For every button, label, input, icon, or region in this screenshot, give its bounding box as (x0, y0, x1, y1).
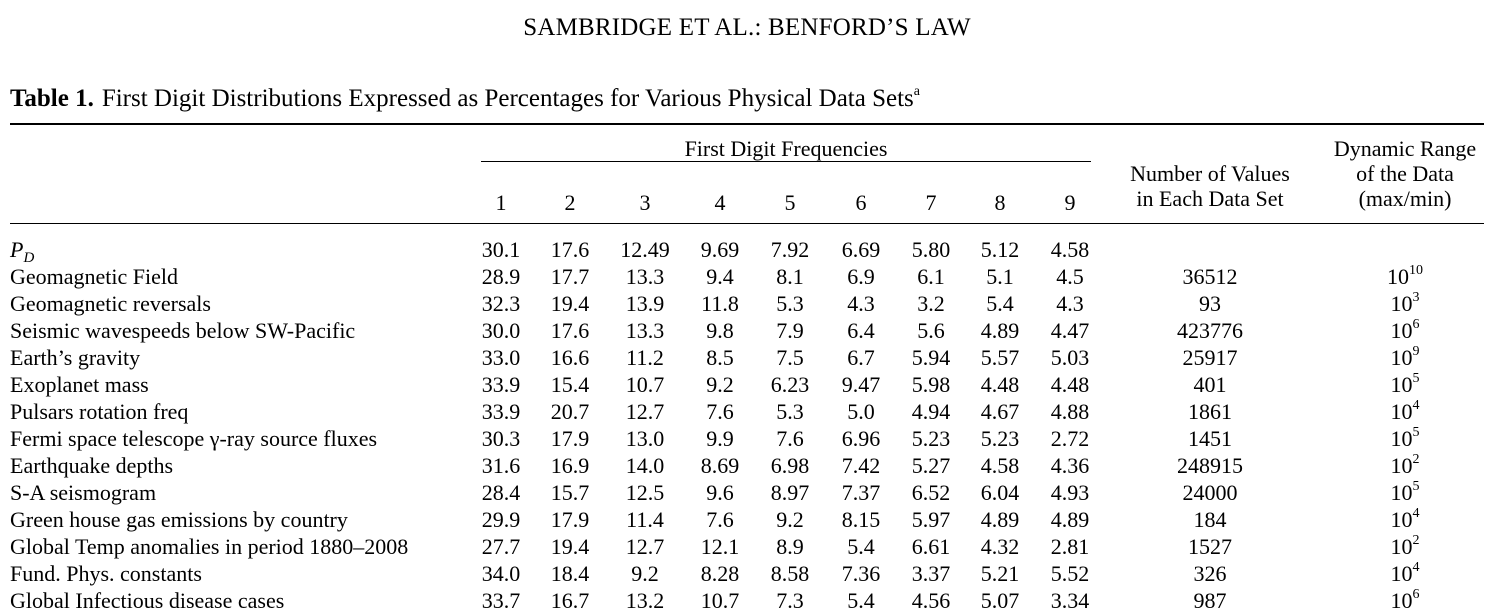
number-of-values: 1861 (1188, 399, 1232, 424)
digit-4-value: 9.6 (706, 480, 734, 505)
table-row (0, 452, 1494, 479)
number-of-values: 184 (1193, 507, 1227, 532)
table-label: Table 1. (10, 85, 94, 112)
header-bottom-rule (10, 223, 1484, 224)
digit-5-value: 7.3 (776, 588, 804, 613)
digit-6-value: 4.3 (847, 291, 875, 316)
digit-9-value: 4.93 (1050, 480, 1090, 505)
digit-3-value: 14.0 (625, 453, 665, 478)
digit-2-value: 17.7 (550, 264, 590, 289)
number-of-values: 1451 (1188, 426, 1232, 451)
digit-header-2: 2 (564, 190, 576, 215)
dynamic-range: $10^9$ (1390, 344, 1420, 370)
digit-8-value: 4.48 (980, 372, 1020, 397)
table-row (0, 317, 1494, 344)
row-label: Global Infectious disease cases (10, 588, 285, 613)
digit-2-value: 17.6 (550, 237, 590, 262)
digit-5-value: 5.3 (776, 291, 804, 316)
table-row (0, 398, 1494, 425)
digit-1-value: 32.3 (481, 291, 521, 316)
digit-5-value: 9.2 (776, 507, 804, 532)
digit-1-value: 33.7 (481, 588, 521, 613)
number-of-values: 1527 (1188, 534, 1232, 559)
digit-8-value: 6.04 (980, 480, 1020, 505)
digit-5-value: 8.1 (776, 264, 804, 289)
digit-1-value: 30.3 (481, 426, 521, 451)
digit-header-6: 6 (855, 190, 867, 215)
digit-9-value: 4.89 (1050, 507, 1090, 532)
digit-3-value: 12.7 (625, 534, 665, 559)
table-caption (10, 85, 920, 113)
digit-6-value: 7.42 (841, 453, 881, 478)
digit-4-value: 10.7 (700, 588, 740, 613)
digit-5-value: 5.3 (776, 399, 804, 424)
digit-7-value: 6.52 (911, 480, 951, 505)
digit-2-value: 20.7 (550, 399, 590, 424)
number-of-values: 423776 (1177, 318, 1243, 343)
digit-2-value: 17.9 (550, 426, 590, 451)
digit-8-value: 5.1 (986, 264, 1014, 289)
number-of-values-header (1100, 161, 1320, 211)
digit-header-1: 1 (495, 190, 507, 215)
digit-8-value: 4.32 (980, 534, 1020, 559)
digit-1-value: 31.6 (481, 453, 521, 478)
number-of-values: 36512 (1182, 264, 1238, 289)
digit-1-value: 30.1 (481, 237, 521, 262)
digit-1-value: 28.4 (481, 480, 521, 505)
digit-6-value: 5.4 (847, 588, 875, 613)
digit-8-value: 5.57 (980, 345, 1020, 370)
digit-5-value: 7.5 (776, 345, 804, 370)
digit-5-value: 8.58 (770, 561, 810, 586)
number-of-values: 248915 (1177, 453, 1243, 478)
digit-9-value: 4.5 (1056, 264, 1084, 289)
digit-9-value: 2.72 (1050, 426, 1090, 451)
row-label: Earth’s gravity (10, 345, 141, 370)
digit-header-8: 8 (994, 190, 1006, 215)
digit-4-value: 9.4 (706, 264, 734, 289)
digit-4-value: 9.69 (700, 237, 740, 262)
dynamic-range-header (1310, 136, 1494, 211)
dynamic-range: $10^2$ (1390, 533, 1420, 559)
digit-4-value: 8.28 (700, 561, 740, 586)
table-row (0, 479, 1494, 506)
digit-3-value: 11.4 (626, 507, 664, 532)
digit-4-value: 7.6 (706, 399, 734, 424)
number-of-values: 25917 (1182, 345, 1238, 370)
row-label: S-A seismogram (10, 480, 157, 505)
digit-header-3: 3 (639, 190, 651, 215)
digit-1-value: 34.0 (481, 561, 521, 586)
digit-3-value: 11.2 (626, 345, 664, 370)
dynamic-range: $10^4$ (1390, 560, 1420, 586)
dynamic-range-header-line1: Dynamic Range (1333, 136, 1477, 161)
digit-1-value: 28.9 (481, 264, 521, 289)
row-label: Fermi space telescope γ-ray source fluxes (10, 426, 378, 451)
digit-5-value: 8.97 (770, 480, 810, 505)
digit-7-value: 5.98 (911, 372, 951, 397)
first-digit-frequencies-header: First Digit Frequencies (684, 136, 888, 161)
digit-9-value: 2.81 (1050, 534, 1090, 559)
digit-6-value: 9.47 (841, 372, 881, 397)
digit-6-value: 6.4 (847, 318, 875, 343)
digit-4-value: 9.9 (706, 426, 734, 451)
digit-3-value: 9.2 (631, 561, 659, 586)
digit-6-value: 5.4 (847, 534, 875, 559)
row-label: Pulsars rotation freq (10, 399, 189, 424)
digit-2-value: 16.7 (550, 588, 590, 613)
dynamic-range: $10^3$ (1390, 290, 1420, 316)
table-row (0, 290, 1494, 317)
digit-5-value: 6.98 (770, 453, 810, 478)
spanner-rule (481, 161, 1091, 162)
digit-2-value: 19.4 (550, 534, 590, 559)
digit-2-value: 18.4 (550, 561, 590, 586)
digit-9-value: 4.36 (1050, 453, 1090, 478)
running-head: SAMBRIDGE ET AL.: BENFORD’S LAW (523, 14, 971, 41)
table-caption-text: First Digit Distributions Expressed as Percentages for Various Physical Data Sets (101, 85, 914, 112)
digit-9-value: 4.58 (1050, 237, 1090, 262)
digit-5-value: 7.9 (776, 318, 804, 343)
row-label (10, 236, 35, 266)
row-label: Exoplanet mass (10, 372, 149, 397)
digit-3-value: 13.9 (625, 291, 665, 316)
row-label: Earthquake depths (10, 453, 174, 478)
dynamic-range-header-line2: of the Data (1356, 161, 1454, 186)
number-of-values: 24000 (1182, 480, 1238, 505)
digit-7-value: 6.1 (917, 264, 945, 289)
digit-1-value: 33.9 (481, 372, 521, 397)
digit-3-value: 13.2 (625, 588, 665, 613)
digit-6-value: 5.0 (847, 399, 875, 424)
pd-symbol: $P_D$ (10, 237, 35, 266)
digit-8-value: 5.4 (986, 291, 1014, 316)
number-of-values: 93 (1199, 291, 1221, 316)
digit-3-value: 12.7 (625, 399, 665, 424)
row-label: Geomagnetic reversals (10, 291, 211, 316)
table-row (0, 425, 1494, 452)
dynamic-range: $10^2$ (1390, 452, 1420, 478)
digit-6-value: 6.7 (847, 345, 875, 370)
table-top-rule (10, 123, 1484, 125)
digit-6-value: 8.15 (841, 507, 881, 532)
row-label: Green house gas emissions by country (10, 507, 348, 532)
digit-6-value: 7.36 (841, 561, 881, 586)
table-row (0, 533, 1494, 560)
digit-6-value: 6.9 (847, 264, 875, 289)
digit-7-value: 5.94 (911, 345, 951, 370)
digit-8-value: 5.21 (980, 561, 1020, 586)
digit-6-value: 6.96 (841, 426, 881, 451)
digit-9-value: 4.3 (1056, 291, 1084, 316)
table-row (0, 587, 1494, 614)
digit-3-value: 13.0 (625, 426, 665, 451)
digit-9-value: 5.03 (1050, 345, 1090, 370)
dynamic-range: $10^{10}$ (1387, 263, 1423, 289)
table-row (0, 560, 1494, 587)
digit-4-value: 12.1 (700, 534, 740, 559)
digit-2-value: 19.4 (550, 291, 590, 316)
digit-7-value: 4.94 (911, 399, 951, 424)
digit-6-value: 7.37 (841, 480, 881, 505)
digit-1-value: 29.9 (481, 507, 521, 532)
dynamic-range: $10^6$ (1390, 587, 1420, 613)
table-row (0, 506, 1494, 533)
digit-4-value: 8.69 (700, 453, 740, 478)
digit-7-value: 5.97 (911, 507, 951, 532)
digit-7-value: 3.2 (917, 291, 945, 316)
dynamic-range: $10^6$ (1390, 317, 1420, 343)
number-of-values: 326 (1193, 561, 1227, 586)
digit-9-value: 4.48 (1050, 372, 1090, 397)
digit-4-value: 7.6 (706, 507, 734, 532)
table-row (0, 263, 1494, 290)
digit-4-value: 9.2 (706, 372, 734, 397)
digit-3-value: 10.7 (625, 372, 665, 397)
digit-5-value: 8.9 (776, 534, 804, 559)
footnote-mark: a (913, 84, 920, 99)
dynamic-range: $10^4$ (1390, 506, 1420, 532)
digit-6-value: 6.69 (841, 237, 881, 262)
digit-2-value: 15.7 (550, 480, 590, 505)
digit-5-value: 6.23 (770, 372, 810, 397)
digit-4-value: 8.5 (706, 345, 734, 370)
digit-9-value: 3.34 (1050, 588, 1090, 613)
digit-5-value: 7.92 (770, 237, 810, 262)
digit-7-value: 5.80 (911, 237, 951, 262)
digit-9-value: 4.47 (1050, 318, 1090, 343)
table-row (0, 344, 1494, 371)
digit-7-value: 5.27 (911, 453, 951, 478)
dynamic-range: $10^5$ (1390, 479, 1420, 505)
digit-1-value: 27.7 (481, 534, 521, 559)
digit-1-value: 33.0 (481, 345, 521, 370)
digit-5-value: 7.6 (776, 426, 804, 451)
digit-4-value: 9.8 (706, 318, 734, 343)
digit-7-value: 5.23 (911, 426, 951, 451)
digit-2-value: 16.6 (550, 345, 590, 370)
dynamic-range-header-line3: (max/min) (1358, 186, 1452, 211)
digit-7-value: 3.37 (911, 561, 951, 586)
digit-7-value: 6.61 (911, 534, 951, 559)
digit-4-value: 11.8 (701, 291, 739, 316)
digit-3-value: 12.49 (620, 237, 670, 262)
digit-2-value: 17.6 (550, 318, 590, 343)
digit-header-9: 9 (1064, 190, 1076, 215)
digit-8-value: 5.23 (980, 426, 1020, 451)
table-row (0, 236, 1494, 266)
digit-2-value: 15.4 (550, 372, 590, 397)
digit-8-value: 5.07 (980, 588, 1020, 613)
table-row (0, 371, 1494, 398)
number-of-values-header-line1: Number of Values (1130, 161, 1290, 186)
digit-8-value: 5.12 (980, 237, 1020, 262)
row-label: Global Temp anomalies in period 1880–2008 (10, 534, 409, 559)
digit-9-value: 5.52 (1050, 561, 1090, 586)
number-of-values: 987 (1193, 588, 1227, 613)
digit-3-value: 13.3 (625, 318, 665, 343)
digit-8-value: 4.89 (980, 507, 1020, 532)
row-label: Fund. Phys. constants (10, 561, 202, 586)
digit-2-value: 16.9 (550, 453, 590, 478)
dynamic-range: $10^5$ (1390, 371, 1420, 397)
digit-7-value: 5.6 (917, 318, 945, 343)
digit-1-value: 33.9 (481, 399, 521, 424)
dynamic-range: $10^5$ (1390, 425, 1420, 451)
digit-header-4: 4 (714, 190, 726, 215)
digit-8-value: 4.58 (980, 453, 1020, 478)
digit-1-value: 30.0 (481, 318, 521, 343)
number-of-values-header-line2: in Each Data Set (1136, 186, 1284, 211)
row-label: Seismic wavespeeds below SW-Pacific (10, 318, 356, 343)
dynamic-range: $10^4$ (1390, 398, 1420, 424)
digit-8-value: 4.67 (980, 399, 1020, 424)
row-label: Geomagnetic Field (10, 264, 179, 289)
number-of-values: 401 (1193, 372, 1227, 397)
digit-8-value: 4.89 (980, 318, 1020, 343)
digit-9-value: 4.88 (1050, 399, 1090, 424)
digit-3-value: 13.3 (625, 264, 665, 289)
digit-7-value: 4.56 (911, 588, 951, 613)
digit-3-value: 12.5 (625, 480, 665, 505)
digit-2-value: 17.9 (550, 507, 590, 532)
digit-header-7: 7 (925, 190, 937, 215)
digit-header-5: 5 (784, 190, 796, 215)
